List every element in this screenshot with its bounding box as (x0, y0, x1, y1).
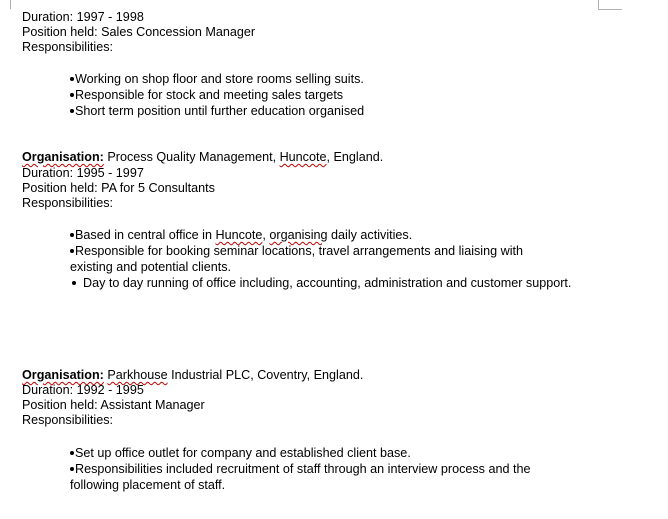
list-item: Responsible for stock and meeting sales targets (70, 88, 343, 103)
bullet-icon (70, 109, 74, 113)
responsibilities-label: Responsibilities: (22, 196, 113, 210)
bullet-icon (70, 467, 74, 471)
position-line: Position held: PA for 5 Consultants (22, 181, 215, 195)
organisation-label: Organisation: (22, 150, 104, 164)
bullet-icon (72, 281, 76, 285)
bullet-icon (70, 77, 74, 81)
list-item: Working on shop floor and store rooms selling suits. (70, 72, 364, 87)
organisation-line: Organisation: Parkhouse Industrial PLC, Coventry, England. (22, 368, 364, 382)
position-line: Position held: Assistant Manager (22, 398, 205, 412)
bullet-icon (70, 249, 74, 253)
crop-mark-right-h (598, 9, 622, 10)
bullet-icon (70, 233, 74, 237)
list-item: Day to day running of office including, accounting, administration and customer support. (70, 276, 571, 291)
organisation-line: Organisation: Process Quality Management, Huncote, England. (22, 150, 384, 164)
organisation-label: Organisation: (22, 368, 104, 382)
duration-line: Duration: 1992 - 1995 (22, 383, 144, 397)
bullet-icon (70, 93, 74, 97)
list-item-continuation: existing and potential clients. (70, 260, 232, 274)
responsibilities-label: Responsibilities: (22, 40, 113, 54)
crop-mark-right-v (598, 0, 599, 9)
position-line: Position held: Sales Concession Manager (22, 25, 256, 39)
list-item: Set up office outlet for company and established client base. (70, 446, 411, 461)
list-item: Based in central office in Huncote, organising daily activities. (70, 228, 412, 243)
list-item-continuation: following placement of staff. (70, 478, 226, 492)
crop-mark-left (10, 0, 11, 9)
list-item: Short term position until further education organised (70, 104, 364, 119)
responsibilities-label: Responsibilities: (22, 413, 113, 427)
list-item: Responsibilities included recruitment of staff through an interview process and the (70, 462, 531, 477)
duration-line: Duration: 1995 - 1997 (22, 166, 144, 180)
duration-line: Duration: 1997 - 1998 (22, 10, 144, 24)
bullet-icon (70, 451, 74, 455)
list-item: Responsible for booking seminar locations, travel arrangements and liaising with (70, 244, 523, 259)
